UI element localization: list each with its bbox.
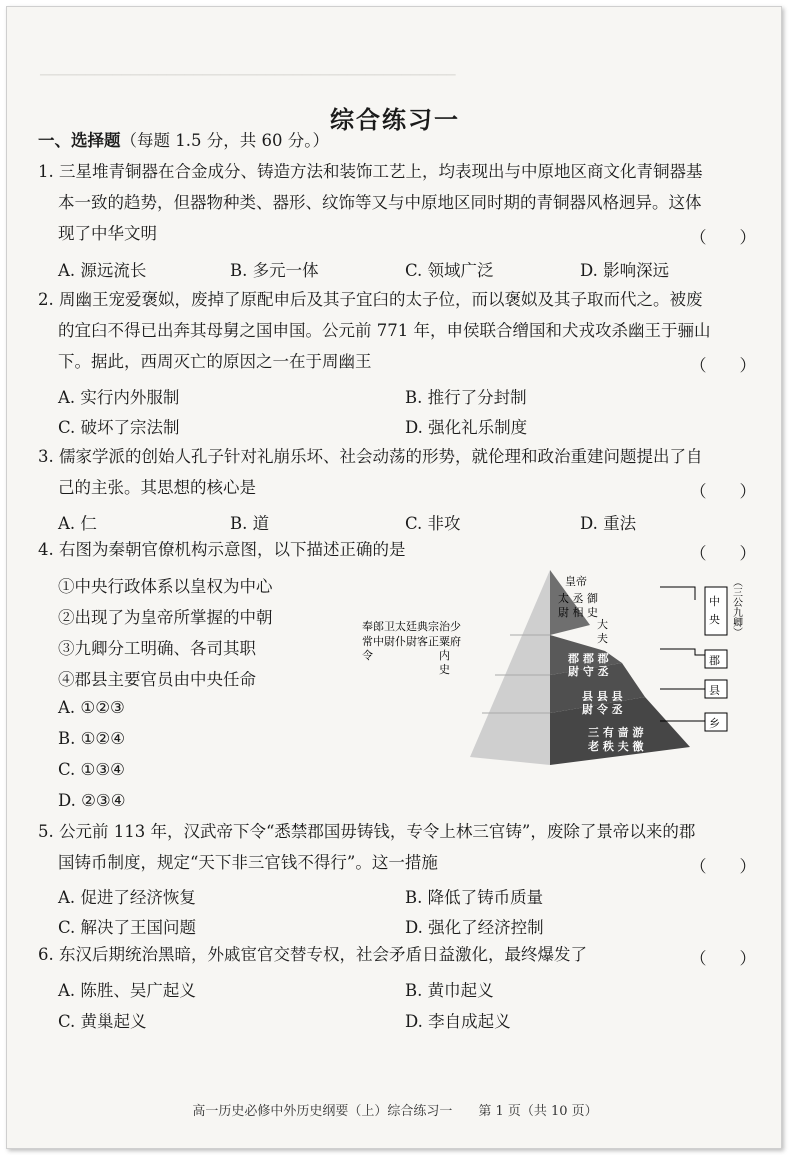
option-c[interactable]: C. 破坏了宗法制 xyxy=(58,418,180,437)
option-b[interactable]: B. 推行了分封制 xyxy=(405,388,527,407)
option-d[interactable]: D. 重法 xyxy=(580,514,637,533)
option-a[interactable]: A. 实行内外服制 xyxy=(58,388,180,407)
box-xian-label: 县 xyxy=(709,684,720,697)
option-b[interactable]: B. 黄巾起义 xyxy=(405,981,494,1000)
answer-blank[interactable]: （ ） xyxy=(690,949,756,968)
qin-bureaucracy-pyramid-diagram xyxy=(360,565,760,765)
option-b[interactable]: B. ①②④ xyxy=(58,729,125,748)
label-three-gong-2: 尉 相 史 xyxy=(558,606,598,619)
question-text-line: 的宜臼不得已出奔其母舅之国申国。公元前 771 年，申侯联合缯国和犬戎攻杀幽王于骊山 xyxy=(58,321,711,340)
box-jun-label: 郡 xyxy=(709,654,720,667)
label-xiang-2: 老 秩 夫 徼 xyxy=(588,740,644,753)
bracket-note-three-gong-nine-qing: （三公九卿） xyxy=(730,577,742,637)
pyramid-left-face xyxy=(470,570,550,765)
statement-3: ③九卿分工明确、各司其职 xyxy=(58,639,256,658)
option-d[interactable]: D. 影响深远 xyxy=(580,261,670,280)
question-text-line: 本一致的趋势，但器物种类、器形、纹饰等又与中原地区同时期的青铜器风格迥异。这体 xyxy=(58,193,702,212)
question-text-line: 2. 周幽王宠爱褒姒，废掉了原配申后及其子宜臼的太子位，而以褒姒及其子取而代之。被废 xyxy=(38,290,703,309)
label-jun-2: 尉 守 丞 xyxy=(568,665,609,678)
label-jun-1: 郡 郡 郡 xyxy=(568,652,609,665)
question-text-line: 1. 三星堆青铜器在合金成分、铸造方法和装饰工艺上，均表现出与中原地区商文化青铜器基 xyxy=(38,162,703,181)
label-nine-qing-1: 奉郎卫太廷典宗治少 xyxy=(362,620,461,633)
section-title: 一、选择题 xyxy=(38,131,121,150)
label-three-gong-4: 夫 xyxy=(597,632,608,645)
statement-4: ④郡县主要官员由中央任命 xyxy=(58,670,256,689)
option-d[interactable]: D. ②③④ xyxy=(58,791,126,810)
section-note: （每题 1.5 分，共 60 分。） xyxy=(120,131,329,150)
answer-blank[interactable]: （ ） xyxy=(690,228,756,247)
label-xiang-1: 三 有 啬 游 xyxy=(588,726,644,739)
option-a[interactable]: A. 源远流长 xyxy=(58,261,147,280)
answer-blank[interactable]: （ ） xyxy=(690,857,756,876)
question-text-line: 现了中华文明 xyxy=(58,224,157,243)
question-text-line: 3. 儒家学派的创始人孔子针对礼崩乐坏、社会动荡的形势，就伦理和政治重建问题提出了自 xyxy=(38,447,703,466)
option-b[interactable]: B. 降低了铸币质量 xyxy=(405,888,544,907)
statement-2: ②出现了为皇帝所掌握的中朝 xyxy=(58,608,273,627)
option-a[interactable]: A. 陈胜、吴广起义 xyxy=(58,981,196,1000)
option-b[interactable]: B. 多元一体 xyxy=(230,261,319,280)
question-text-line: 己的主张。其思想的核心是 xyxy=(58,478,256,497)
option-c[interactable]: C. 黄巢起义 xyxy=(58,1012,147,1031)
label-nine-qing-3: 令 内 xyxy=(362,649,450,662)
box-central-label-1: 中 xyxy=(709,595,720,608)
option-c[interactable]: C. 非攻 xyxy=(405,514,461,533)
answer-blank[interactable]: （ ） xyxy=(690,482,756,501)
option-d[interactable]: D. 强化礼乐制度 xyxy=(405,418,528,437)
option-a[interactable]: A. ①②③ xyxy=(58,698,125,717)
question-text-line: 国铸币制度，规定“天下非三官钱不得行”。这一措施 xyxy=(58,853,438,872)
option-a[interactable]: A. 促进了经济恢复 xyxy=(58,888,196,907)
label-emperor: 皇帝 xyxy=(565,575,587,588)
page-footer: 高一历史必修中外历史纲要（上）综合练习一 第 1 页（共 10 页） xyxy=(192,1104,598,1119)
label-nine-qing-4: 史 xyxy=(362,663,450,676)
option-c[interactable]: C. ①③④ xyxy=(58,760,125,779)
answer-blank[interactable]: （ ） xyxy=(690,544,756,563)
label-nine-qing-2: 常中尉仆尉客正粟府 xyxy=(362,635,461,648)
option-b[interactable]: B. 道 xyxy=(230,514,270,533)
label-xian-2: 尉 令 丞 xyxy=(582,703,623,716)
label-xian-1: 县 县 县 xyxy=(582,690,623,703)
box-central-label-2: 央 xyxy=(709,613,720,626)
question-text-line: 4. 右图为秦朝官僚机构示意图，以下描述正确的是 xyxy=(38,540,406,559)
option-d[interactable]: D. 强化了经济控制 xyxy=(405,918,544,937)
box-xiang-label: 乡 xyxy=(709,717,720,730)
page-title: 综合练习一 xyxy=(330,106,460,134)
question-text-line: 下。据此，西周灭亡的原因之一在于周幽王 xyxy=(58,352,372,371)
label-three-gong: 太 丞 御 xyxy=(558,592,598,605)
question-text-line: 6. 东汉后期统治黑暗，外戚宦官交替专权，社会矛盾日益激化，最终爆发了 xyxy=(38,945,587,964)
label-three-gong-3: 大 xyxy=(597,618,608,631)
option-d[interactable]: D. 李自成起义 xyxy=(405,1012,511,1031)
answer-blank[interactable]: （ ） xyxy=(690,356,756,375)
statement-1: ①中央行政体系以皇权为中心 xyxy=(58,577,273,596)
section-heading xyxy=(38,131,329,151)
option-c[interactable]: C. 解决了王国问题 xyxy=(58,918,197,937)
question-text-line: 5. 公元前 113 年，汉武帝下令“悉禁郡国毋铸钱，专令上林三官铸”，废除了景帝以来的郡 xyxy=(38,822,696,841)
option-a[interactable]: A. 仁 xyxy=(58,514,97,533)
option-c[interactable]: C. 领域广泛 xyxy=(405,261,494,280)
